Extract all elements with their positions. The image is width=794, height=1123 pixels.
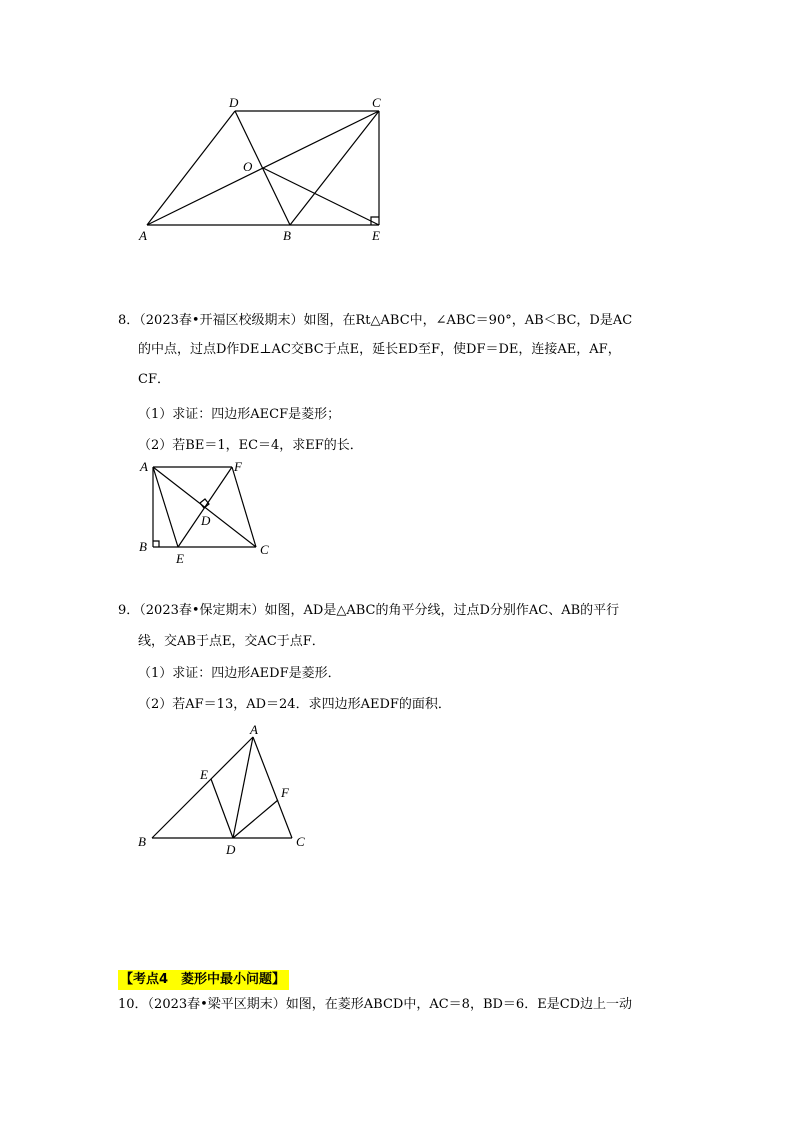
label-C: C [372, 95, 381, 110]
q8-part-1: （1）求证：四边形AECF是菱形； [138, 407, 341, 422]
figure-parallelogram [130, 90, 400, 250]
figure-q8 [132, 455, 282, 570]
q8-label-A: A [140, 459, 148, 474]
q8-part-2: （2）若BE＝1，EC＝4，求EF的长． [138, 438, 363, 453]
q9-label-D: D [226, 842, 236, 857]
q9-line-2: 线，交AB于点E，交AC于点F． [138, 634, 325, 649]
q8-label-B: B [139, 539, 147, 554]
figure-q9 [130, 722, 320, 862]
q10-line-1: 10．（2023春•梁平区期末）如图，在菱形ABCD中，AC＝8，BD＝6．E是CD边上一动 [118, 997, 633, 1012]
q9-label-F: F [281, 785, 289, 800]
q9-part-1: （1）求证：四边形AEDF是菱形． [138, 666, 341, 681]
q8-line-1: 8．（2023春•开福区校级期末）如图，在Rt△ABC中，∠ABC＝90°，AB＜BC，D是AC [118, 313, 633, 328]
label-B: B [283, 228, 291, 243]
label-A: A [139, 228, 147, 243]
q9-label-E: E [200, 767, 208, 782]
q9-label-C: C [296, 834, 305, 849]
label-O: O [243, 159, 253, 174]
q9-line-1: 9．（2023春•保定期末）如图，AD是△ABC的角平分线，过点D分别作AC、AB的平行 [118, 603, 620, 618]
q8-label-D: D [201, 513, 211, 528]
q8-label-E: E [176, 551, 184, 566]
q8-line-3: CF． [138, 372, 170, 387]
section-heading: 【考点4 菱形中最小问题】 [118, 970, 289, 990]
q9-part-2: （2）若AF＝13，AD＝24．求四边形AEDF的面积． [138, 697, 451, 712]
label-D: D [229, 95, 239, 110]
q8-line-2: 的中点，过点D作DE⊥AC交BC于点E，延长ED至F，使DF＝DE，连接AE，AF， [138, 342, 621, 357]
label-E: E [372, 228, 380, 243]
q9-label-B: B [138, 834, 146, 849]
q8-label-C: C [260, 542, 269, 557]
q8-label-F: F [234, 459, 242, 474]
q9-label-A: A [250, 722, 258, 737]
